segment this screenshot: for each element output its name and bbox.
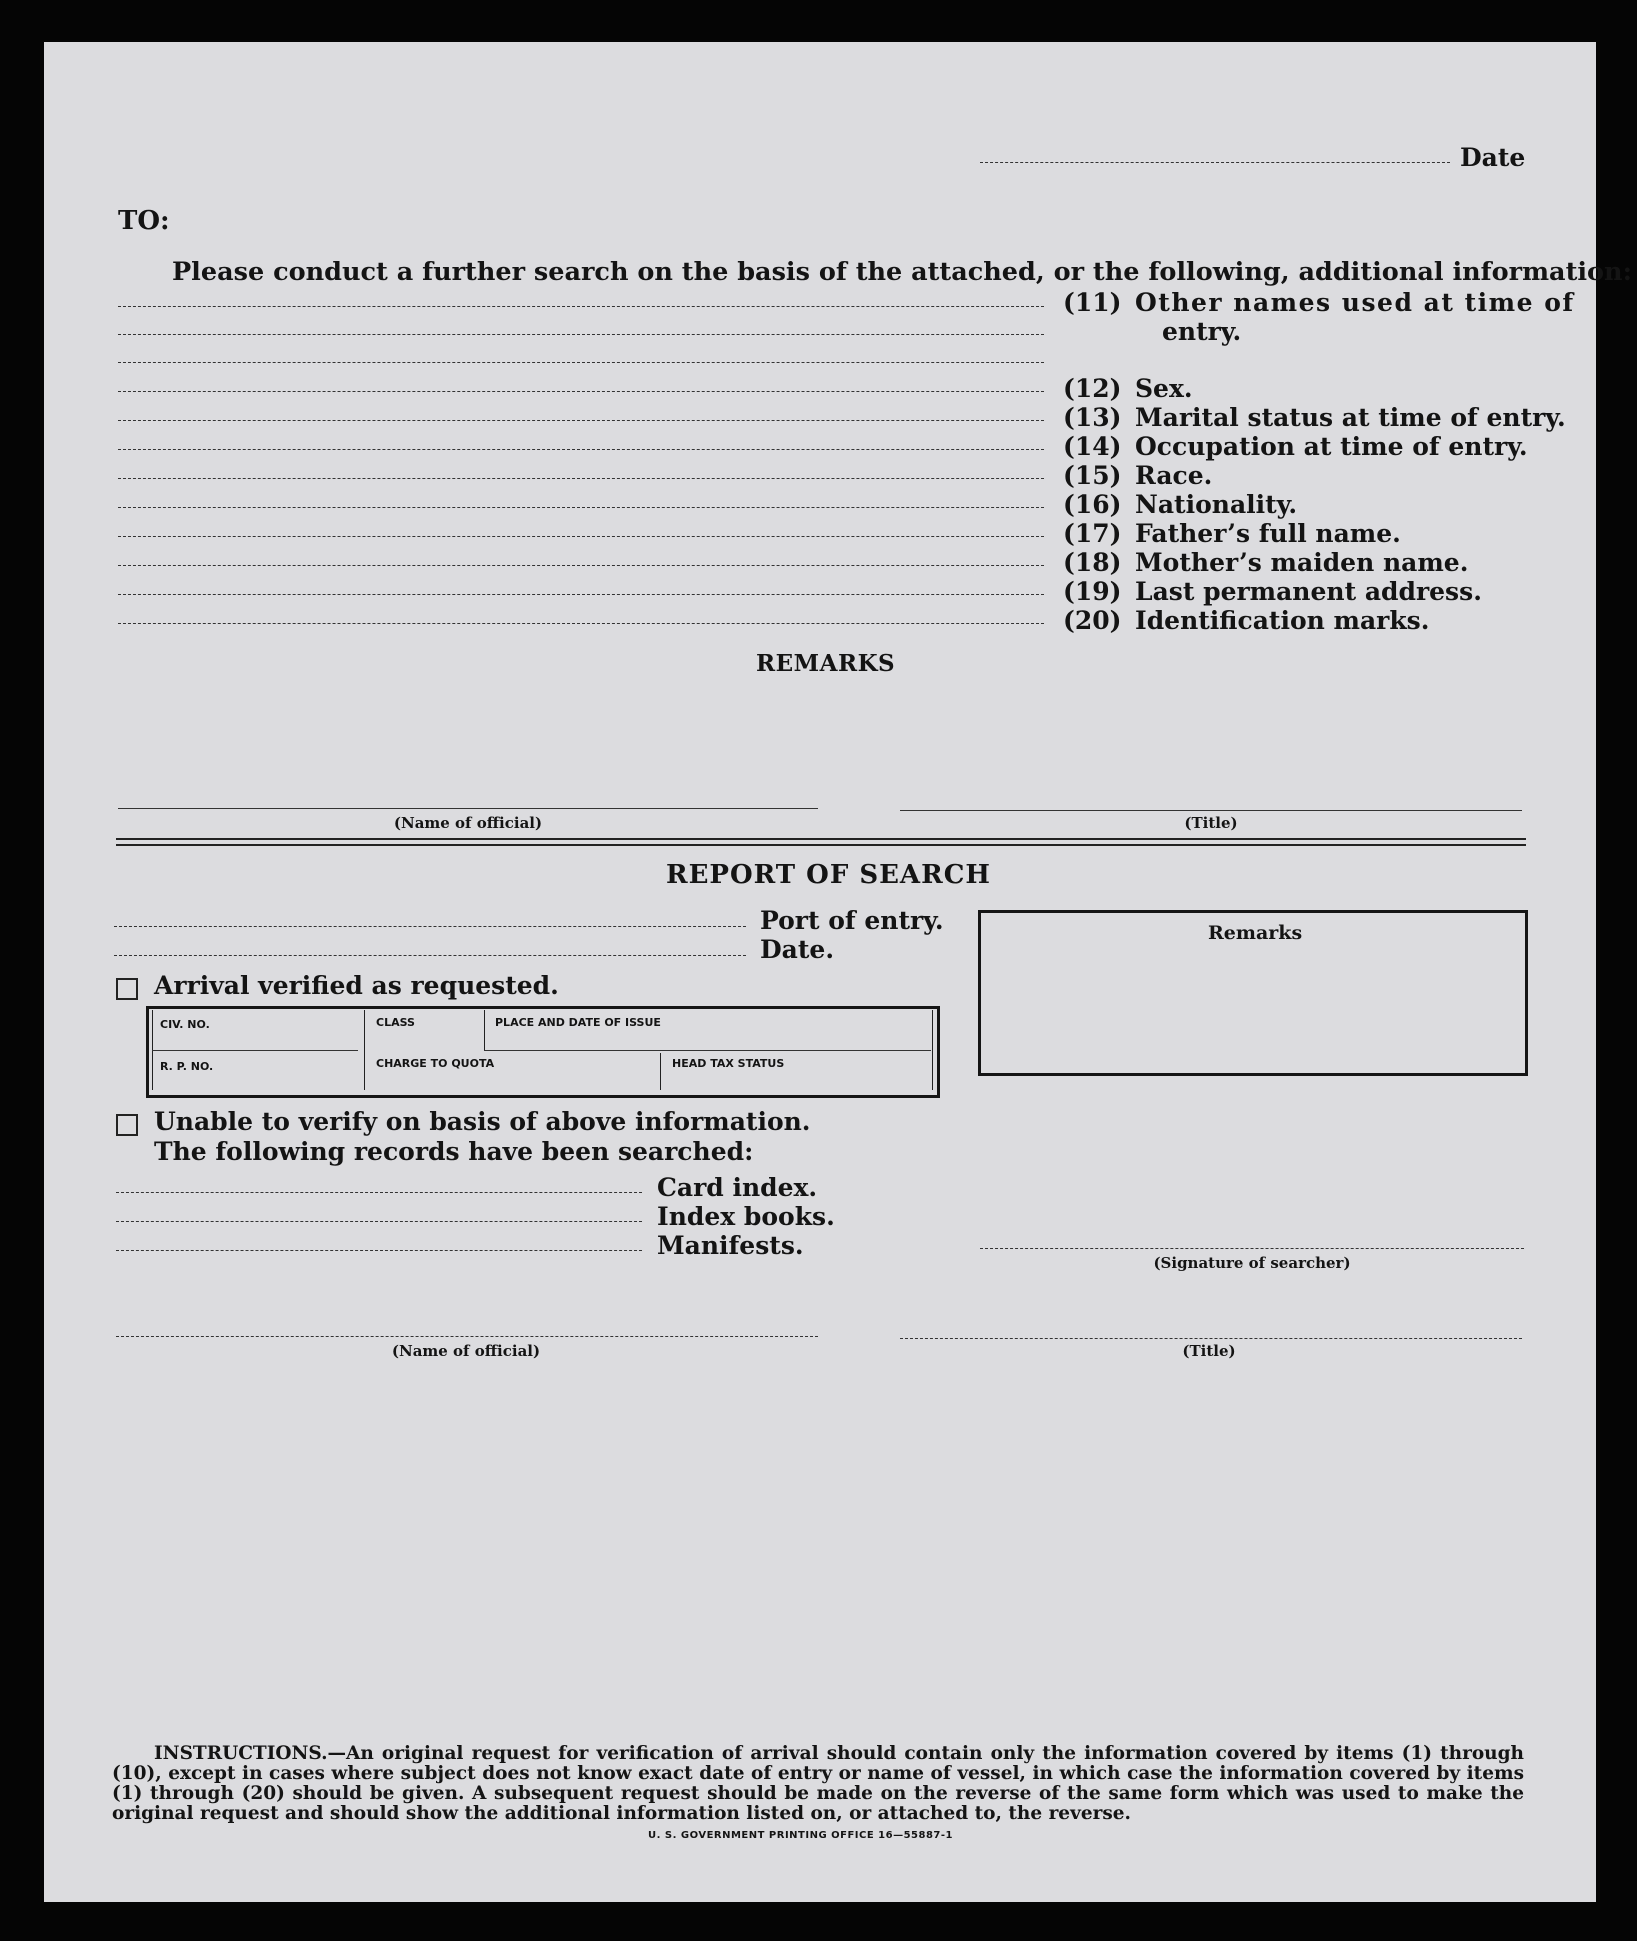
entry-line[interactable] [118, 507, 1044, 508]
index-books-line[interactable] [116, 1221, 642, 1222]
rp-no-cell[interactable]: R. P. NO. [160, 1060, 214, 1073]
manifests-line[interactable] [116, 1250, 642, 1251]
entry-line[interactable] [118, 623, 1044, 624]
entry-line[interactable] [118, 565, 1044, 566]
civ-no-cell[interactable]: CIV. NO. [160, 1018, 210, 1031]
section-divider [116, 838, 1526, 840]
entry-line[interactable] [118, 478, 1044, 479]
searcher-signature-label: (Signature of searcher) [1153, 1254, 1351, 1272]
index-books-label: Index books. [657, 1202, 835, 1231]
item-number: (17) [1063, 519, 1122, 548]
entry-line[interactable] [118, 362, 1044, 363]
item-label: Last permanent address. [1135, 577, 1482, 606]
instructions-text: INSTRUCTIONS.—An original request for verification of arrival should contain only the information covered by items (1) through (10), except in cases where subject does not know exact date of entry or name of vessel, in which case the information covered by items (1) through (20) should be given. A subsequent request should be made on the reverse of the same form which was used to make the original request and should show the additional information listed on, or attached to, the reverse. [112, 1743, 1524, 1824]
printer-imprint: U. S. GOVERNMENT PRINTING OFFICE 16—55887-1 [648, 1830, 953, 1841]
item-number: (15) [1063, 461, 1122, 490]
request-intro: Please conduct a further search on the basis of the attached, or the following, additional information: [172, 257, 1633, 287]
table-col-divider [364, 1010, 365, 1090]
report-heading: REPORT OF SEARCH [666, 860, 991, 890]
item-number: (16) [1063, 490, 1122, 519]
report-date-line[interactable] [114, 955, 746, 956]
item-label: Mother’s maiden name. [1135, 548, 1469, 577]
entry-line[interactable] [118, 306, 1044, 307]
item-label: Race. [1135, 461, 1213, 490]
table-col-divider [660, 1053, 661, 1090]
item-label: Identification marks. [1135, 606, 1430, 635]
table-row-divider [484, 1050, 931, 1051]
place-date-issue-cell[interactable]: PLACE AND DATE OF ISSUE [495, 1016, 661, 1029]
item-number: (19) [1063, 577, 1122, 606]
report-title-label: (Title) [1182, 1342, 1236, 1360]
entry-line[interactable] [118, 391, 1044, 392]
searcher-signature-line[interactable] [980, 1248, 1524, 1249]
item-label: Marital status at time of entry. [1135, 403, 1566, 432]
official-title-label: (Title) [1184, 814, 1238, 832]
item-number: (20) [1063, 606, 1122, 635]
report-title-line[interactable] [900, 1338, 1522, 1339]
port-of-entry-label: Port of entry. [760, 906, 944, 935]
card-index-line[interactable] [116, 1192, 642, 1193]
entry-line[interactable] [118, 449, 1044, 450]
entry-line[interactable] [118, 536, 1044, 537]
item-label: Other names used at time of [1135, 288, 1575, 317]
date-label: Date [1460, 143, 1526, 172]
arrival-verified-label: Arrival verified as requested. [154, 971, 559, 1000]
entry-line[interactable] [118, 334, 1044, 335]
item-number: (11) [1063, 288, 1122, 317]
official-name-label: (Name of official) [393, 814, 543, 832]
to-label: TO: [118, 206, 170, 236]
official-signature-line[interactable] [118, 808, 818, 809]
item-number: (12) [1063, 374, 1122, 403]
class-cell[interactable]: CLASS [376, 1016, 415, 1029]
unable-verify-label: Unable to verify on basis of above information. [154, 1107, 811, 1136]
remarks-box-label: Remarks [1208, 922, 1303, 944]
item-number: (18) [1063, 548, 1122, 577]
head-tax-status-cell[interactable]: HEAD TAX STATUS [672, 1057, 785, 1070]
remarks-heading: REMARKS [756, 650, 896, 677]
item-label: Father’s full name. [1135, 519, 1401, 548]
entry-line[interactable] [118, 420, 1044, 421]
port-of-entry-line[interactable] [114, 926, 746, 927]
arrival-verified-checkbox[interactable] [116, 978, 138, 1000]
item-11-cont: entry. [1162, 317, 1242, 346]
table-row-divider [152, 1050, 358, 1051]
report-official-line[interactable] [116, 1336, 818, 1337]
official-title-line[interactable] [900, 810, 1522, 811]
entry-line[interactable] [118, 594, 1044, 595]
charge-to-quota-cell[interactable]: CHARGE TO QUOTA [376, 1057, 495, 1070]
section-divider [116, 844, 1526, 846]
unable-verify-checkbox[interactable] [116, 1114, 138, 1136]
date-line[interactable] [980, 162, 1450, 163]
card-index-label: Card index. [657, 1173, 818, 1202]
records-searched-label: The following records have been searched: [154, 1137, 754, 1166]
report-official-label: (Name of official) [391, 1342, 541, 1360]
manifests-label: Manifests. [657, 1231, 804, 1260]
item-label: Nationality. [1135, 490, 1298, 519]
item-number: (13) [1063, 403, 1122, 432]
table-col-divider [484, 1010, 485, 1050]
item-label: Sex. [1135, 374, 1193, 403]
form-page [44, 42, 1633, 1902]
item-label: Occupation at time of entry. [1135, 432, 1528, 461]
report-date-label: Date. [760, 935, 835, 964]
item-number: (14) [1063, 432, 1122, 461]
